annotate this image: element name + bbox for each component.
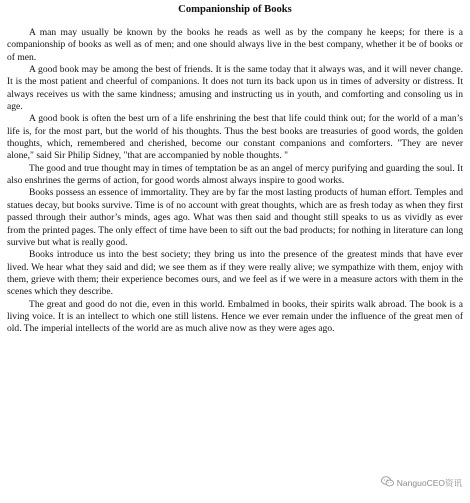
watermark-text: NanguoCEO资讯 [396,477,462,488]
document-title: Companionship of Books [178,4,292,15]
wechat-icon [381,476,394,489]
paragraph-5: Books possess an essence of immortality. They are by far the most lasting products of human effort. Temples and statues decay, but books survive. Time is of no account with great thoughts, which are as fresh today as when they first passed through their author’s minds, ages ago. What was then said and thought still speaks to us as vividly as ever from the printed pages. The only effect of time have been to sift out the bad products; for nothing in literature can long survive but what is really good. [7,187,463,248]
paragraph-4: The good and true thought may in times of temptation be as an angel of mercy purifying and guarding the soul. It also enshrines the germs of action, for good words almost always inspire to good works. [7,162,463,187]
paragraph-1: A man may usually be known by the books he reads as well as by the company he keeps; for there is a companionship of books as well as of men; and one should always live in the best company, whether it be of books or of men. [7,27,463,63]
paragraph-2: A good book may be among the best of friends. It is the same today that it always was, and it will never change. It is the most patient and cheerful of companions. It does not turn its back upon us in times of adversity or distress. It always receives us with the same kindness; amusing and instructing us in youth, and comforting and consoling us in age. [7,64,463,113]
paragraph-3: A good book is often the best urn of a life enshrining the best that life could think out; for the world of a man’s life is, for the most part, but the world of his thoughts. Thus the best books are treasuries of good words, the golden thoughts, which, remembered and cherished, become our constant companions and comforters. "They are never alone," said Sir Philip Sidney, "that are accompanied by noble thoughts. " [7,113,463,162]
watermark [379,476,462,489]
paragraph-6: Books introduce us into the best society; they bring us into the presence of the greatest minds that have ever lived. We hear what they said and did; we see them as if they were really alive; we sympathize with them, enjoy with them, grieve with them; their experience becomes ours, and we feel as if we were in a measure actors with them in the scenes which they describe. [7,249,463,298]
paragraph-7: The great and good do not die, even in this world. Embalmed in books, their spirits walk abroad. The book is a living voice. It is an intellect to which one still listens. Hence we ever remain under the influence of the great men of old. The imperial intellects of the world are as much alive now as they were ages ago. [7,298,463,335]
